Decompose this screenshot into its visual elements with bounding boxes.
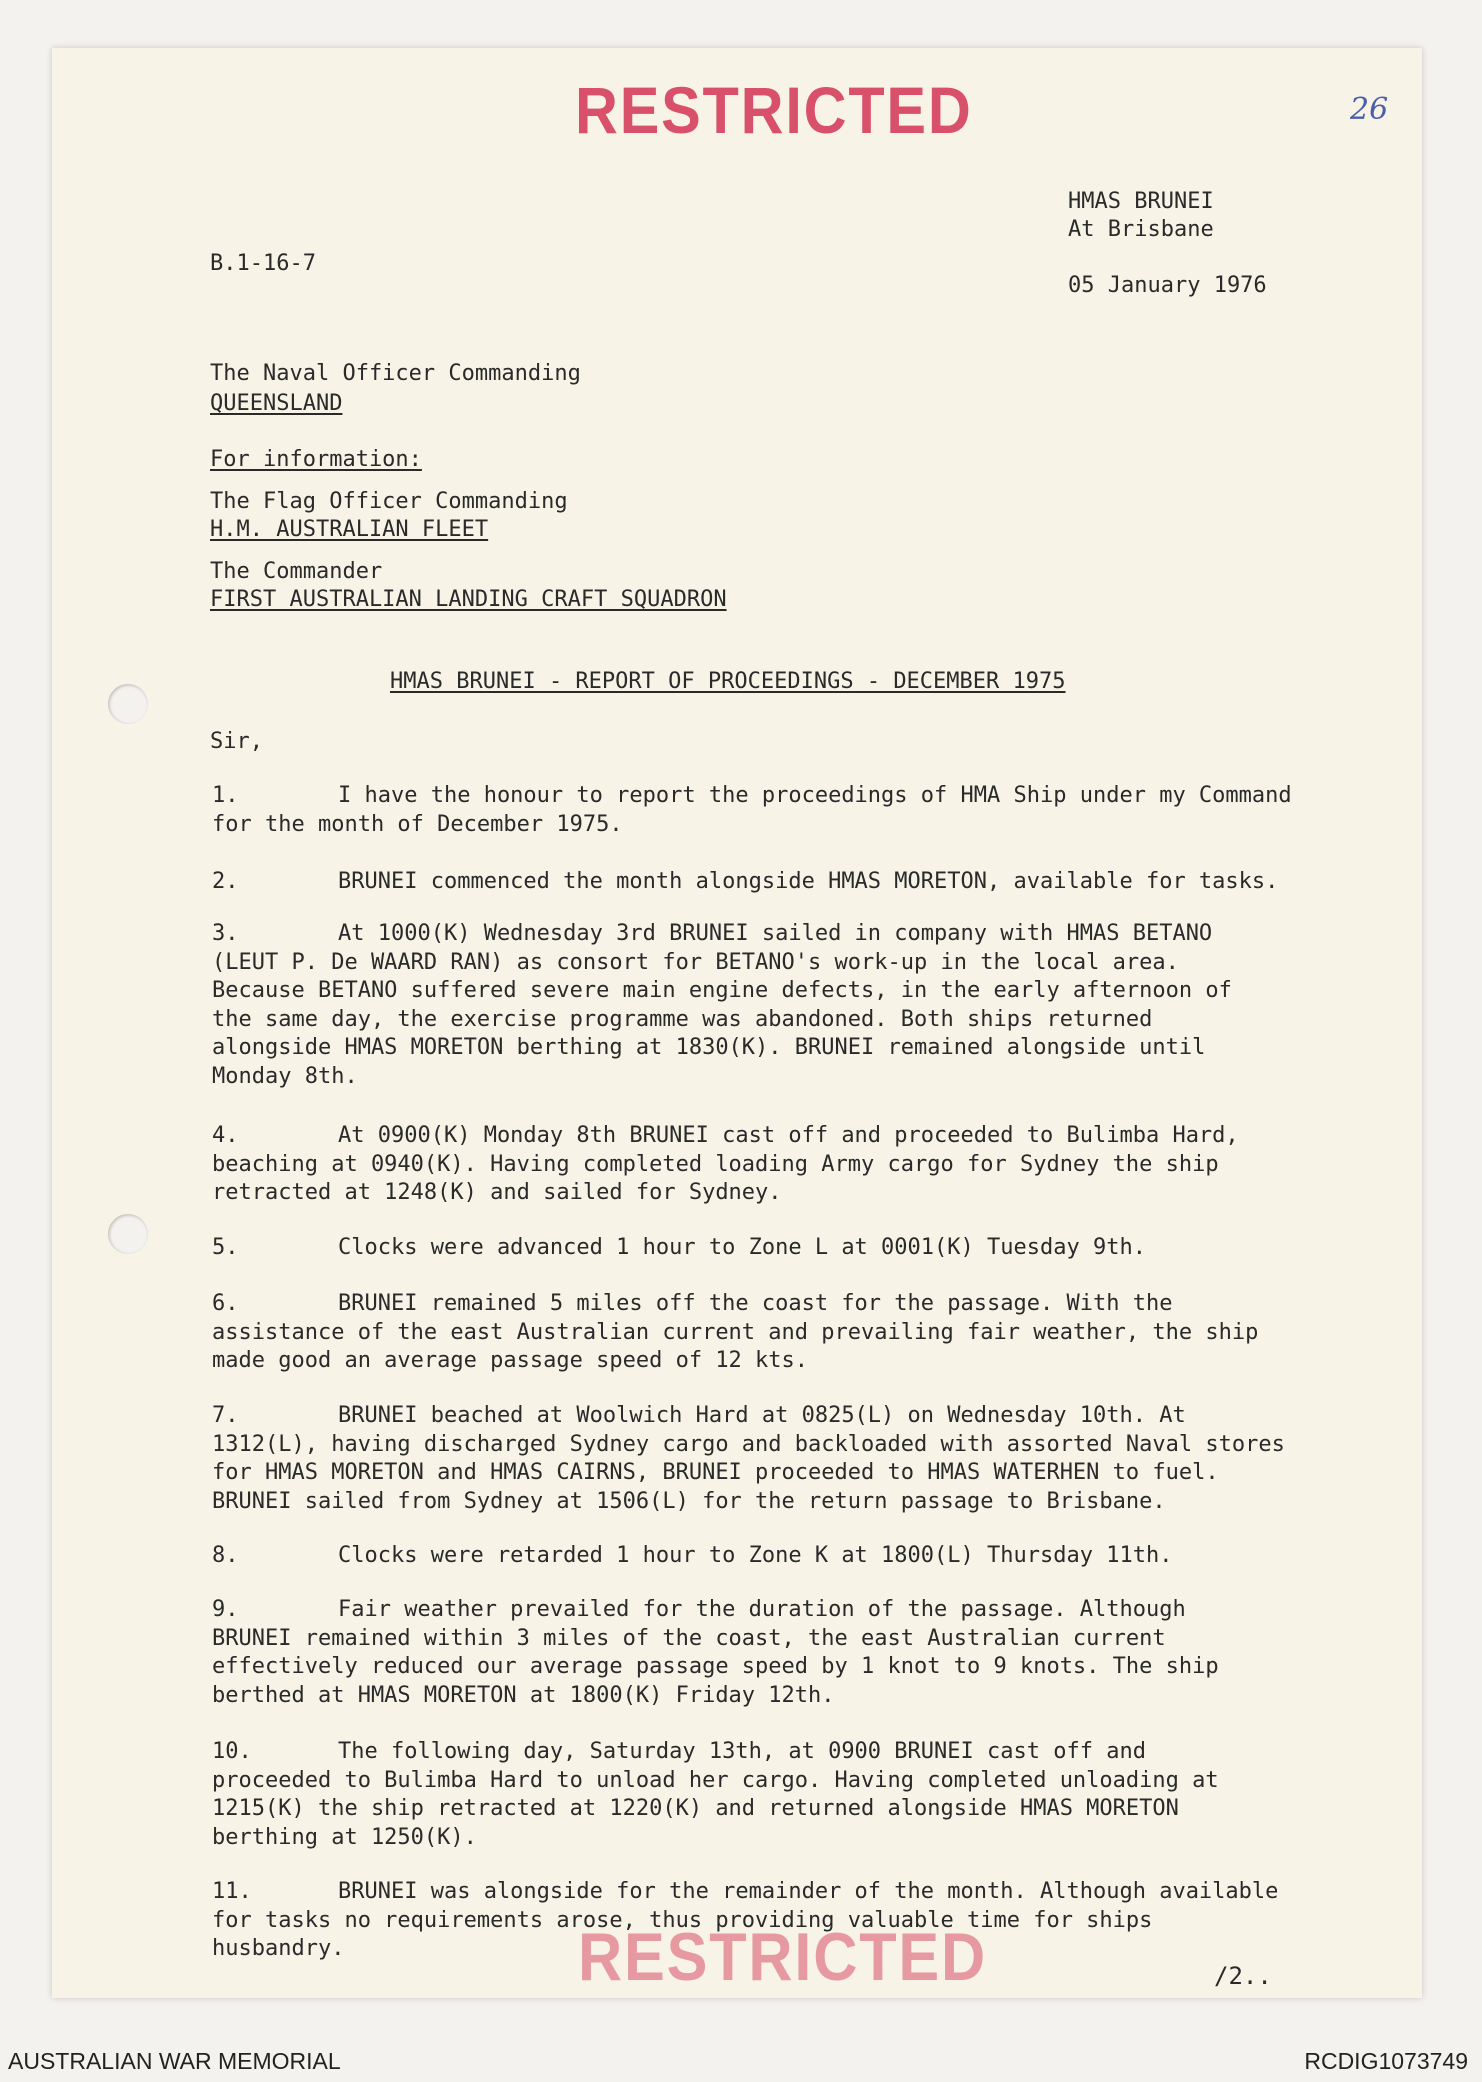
archive-id: RCDIG1073749 <box>1304 2048 1468 2074</box>
restricted-stamp-top: RESTRICTED <box>575 73 973 147</box>
paragraph-line <box>212 811 1342 840</box>
paragraph-number: 7. <box>212 1403 239 1428</box>
paragraph-text: BRUNEI commenced the month alongside HMAS MORETON, available for tasks. <box>338 869 1279 894</box>
paragraph-line <box>212 1034 1342 1063</box>
paragraph-1 <box>212 782 1342 839</box>
paragraph-line <box>212 1488 1342 1517</box>
info-heading: For information: <box>210 447 422 472</box>
paragraph-text: I have the honour to report the proceedings of HMA Ship under my Command <box>338 783 1292 808</box>
paragraph-text: Clocks were advanced 1 hour to Zone L at 0001(K) Tuesday 9th. <box>338 1235 1146 1260</box>
paragraph-text: alongside HMAS MORETON berthing at 1830(K). BRUNEI remained alongside until <box>212 1035 1206 1060</box>
paragraph-text: beaching at 0940(K). Having completed loading Army cargo for Sydney the ship <box>212 1151 1219 1177</box>
paragraph-number: 11. <box>212 1879 252 1904</box>
paragraph-text: At 0900(K) Monday 8th BRUNEI cast off and proceeded to Bulimba Hard, <box>338 1123 1239 1148</box>
paragraph-5 <box>212 1234 1342 1263</box>
paragraph-number: 1. <box>212 783 239 808</box>
paragraph-6 <box>212 1290 1342 1376</box>
paragraph-text: for HMAS MORETON and HMAS CAIRNS, BRUNEI proceeded to HMAS WATERHEN to fuel. <box>212 1460 1219 1485</box>
paragraph-number: 10. <box>212 1739 252 1764</box>
punch-hole-upper <box>108 684 148 724</box>
paragraph-text: At 1000(K) Wednesday 3rd BRUNEI sailed in company with HMAS BETANO <box>338 921 1213 946</box>
paragraph-line <box>212 1653 1342 1682</box>
page-continuation: /2.. <box>1214 1962 1272 1990</box>
paragraph-line <box>212 1767 1342 1796</box>
paragraph-text: the same day, the exercise programme was abandoned. Both ships returned <box>212 1006 1153 1032</box>
ship-location: At Brisbane <box>1068 217 1214 242</box>
paragraph-line <box>212 1347 1342 1376</box>
paragraph-text: Fair weather prevailed for the duration of the passage. Although <box>338 1597 1186 1622</box>
paragraph-text: for the month of December 1975. <box>212 811 623 837</box>
paragraph-line <box>212 1459 1342 1488</box>
paragraph-text: berthed at HMAS MORETON at 1800(K) Friday 12th. <box>212 1682 835 1708</box>
paragraph-line <box>212 1290 1342 1319</box>
paragraph-text: The following day, Saturday 13th, at 0900 BRUNEI cast off and <box>338 1739 1146 1764</box>
paragraph-text: for tasks no requirements arose, thus providing valuable time for ships <box>212 1907 1153 1933</box>
info2-line1: The Commander <box>210 559 383 584</box>
paragraph-text: Clocks were retarded 1 hour to Zone K at 1800(L) Thursday 11th. <box>338 1543 1173 1568</box>
paragraph-text: husbandry. <box>212 1936 345 1961</box>
paragraph-line <box>212 1824 1342 1853</box>
paragraph-number: 9. <box>212 1597 239 1622</box>
paragraph-line <box>212 1878 1342 1907</box>
paragraph-line <box>212 782 1342 811</box>
archive-name: AUSTRALIAN WAR MEMORIAL <box>8 2048 341 2074</box>
paragraph-9 <box>212 1596 1342 1710</box>
paragraph-7 <box>212 1402 1342 1516</box>
paragraph-10 <box>212 1738 1342 1852</box>
paragraph-text: berthing at 1250(K). <box>212 1824 477 1850</box>
paragraph-line <box>212 977 1342 1006</box>
restricted-stamp-bottom: RESTRICTED <box>578 1919 988 1995</box>
paragraph-number: 6. <box>212 1291 239 1316</box>
paragraph-text: assistance of the east Australian current and prevailing fair weather, the ship <box>212 1319 1259 1345</box>
paragraph-line <box>212 1402 1342 1431</box>
paragraph-number: 5. <box>212 1235 239 1260</box>
info2-line2: FIRST AUSTRALIAN LANDING CRAFT SQUADRON <box>210 587 727 612</box>
paragraph-line <box>212 1151 1342 1180</box>
paragraph-text: BRUNEI sailed from Sydney at 1506(L) for the return passage to Brisbane. <box>212 1488 1166 1514</box>
paragraph-4 <box>212 1122 1342 1208</box>
paragraph-line <box>212 1006 1342 1035</box>
paragraph-line <box>212 1122 1342 1151</box>
paragraph-line <box>212 1625 1342 1654</box>
paragraph-line <box>212 1738 1342 1767</box>
paragraph-line <box>212 1234 1342 1263</box>
paragraph-text: 1312(L), having discharged Sydney cargo and backloaded with assorted Naval stores <box>212 1431 1285 1457</box>
paragraph-line <box>212 868 1342 897</box>
paragraph-text: (LEUT P. De WAARD RAN) as consort for BETANO's work-up in the local area. <box>212 949 1179 975</box>
paragraph-line <box>212 1063 1342 1092</box>
paragraph-line <box>212 1795 1342 1824</box>
paragraph-text: Because BETANO suffered severe main engine defects, in the early afternoon of <box>212 978 1232 1003</box>
info1-line1: The Flag Officer Commanding <box>210 489 568 514</box>
paragraph-line <box>212 949 1342 978</box>
subject-line: HMAS BRUNEI - REPORT OF PROCEEDINGS - DECEMBER 1975 <box>390 669 1066 694</box>
paragraph-line <box>212 1682 1342 1711</box>
paragraph-3 <box>212 920 1342 1091</box>
paragraph-8 <box>212 1542 1342 1571</box>
ship-name: HMAS BRUNEI <box>1068 189 1214 214</box>
addressee-line1: The Naval Officer Commanding <box>210 361 581 386</box>
paragraph-text: effectively reduced our average passage speed by 1 knot to 9 knots. The ship <box>212 1654 1219 1679</box>
punch-hole-lower <box>108 1214 148 1254</box>
paragraph-text: BRUNEI was alongside for the remainder of the month. Although available <box>338 1879 1279 1904</box>
paragraph-text: BRUNEI remained 5 miles off the coast for the passage. With the <box>338 1291 1173 1316</box>
paragraph-text: BRUNEI beached at Woolwich Hard at 0825(L) on Wednesday 10th. At <box>338 1403 1186 1428</box>
paragraph-line <box>212 920 1342 949</box>
paragraph-line <box>212 1542 1342 1571</box>
paragraph-line <box>212 1596 1342 1625</box>
salutation: Sir, <box>210 729 263 754</box>
folio-number: 26 <box>1350 92 1389 127</box>
letter-date: 05 January 1976 <box>1068 273 1267 298</box>
paragraph-text: retracted at 1248(K) and sailed for Sydney. <box>212 1180 782 1205</box>
paragraph-number: 3. <box>212 921 239 946</box>
paragraph-text: proceeded to Bulimba Hard to unload her cargo. Having completed unloading at <box>212 1767 1219 1793</box>
paragraph-number: 8. <box>212 1543 239 1568</box>
file-reference: B.1-16-7 <box>210 251 316 276</box>
paragraph-line <box>212 1431 1342 1460</box>
info1-line2: H.M. AUSTRALIAN FLEET <box>210 517 489 542</box>
paragraph-text: 1215(K) the ship retracted at 1220(K) and returned alongside HMAS MORETON <box>212 1796 1179 1821</box>
paragraph-text: Monday 8th. <box>212 1063 358 1089</box>
paragraph-line <box>212 1179 1342 1208</box>
paragraph-text: made good an average passage speed of 12 kts. <box>212 1348 809 1373</box>
addressee-line2: QUEENSLAND <box>210 391 343 416</box>
paragraph-number: 4. <box>212 1123 239 1148</box>
paragraph-line <box>212 1319 1342 1348</box>
paragraph-number: 2. <box>212 869 239 894</box>
paragraph-2 <box>212 868 1342 897</box>
paragraph-text: BRUNEI remained within 3 miles of the coast, the east Australian current <box>212 1625 1166 1651</box>
archive-footer <box>0 2044 1482 2082</box>
